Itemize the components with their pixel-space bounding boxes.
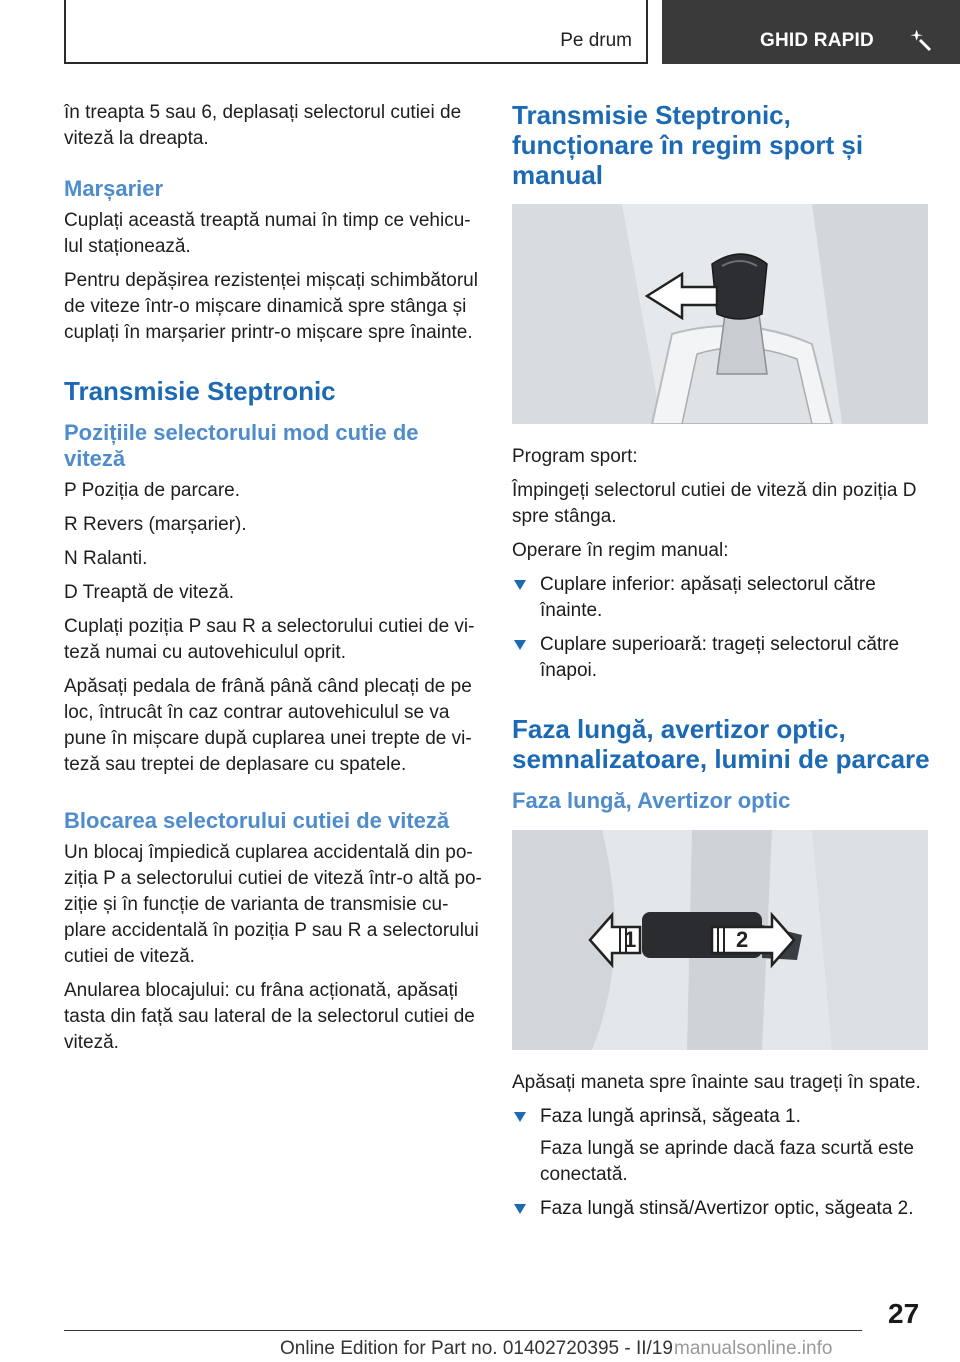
reverse-paragraph-2: Pentru depășirea rezistenței mișcați schimbătorul de viteze într-o mișcare dinamică spre stânga și cuplați în marșarier printr-o mișcare spre înainte. — [64, 270, 478, 343]
sport-program-paragraph: Împingeți selectorul cutiei de viteză din poziția D spre stânga. — [512, 480, 917, 527]
steptronic-heading: Transmisie Steptronic — [64, 376, 336, 406]
sparkle-wand-icon — [908, 28, 932, 52]
position-n: N Ralanti. — [64, 548, 148, 569]
right-column — [512, 100, 932, 1230]
stalk-paragraph: Apăsați maneta spre înainte sau trageți în spate. — [512, 1072, 921, 1093]
sport-manual-heading: Transmisie Steptronic, funcționare în regim sport și manual — [512, 100, 864, 190]
selector-lock-heading: Blocarea selectorului cutiei de viteză — [64, 808, 450, 833]
manual-mode-list — [512, 572, 932, 684]
edition-text: Online Edition for Part no. 01402720395 - II/19 — [280, 1338, 673, 1359]
list-item: Faza lungă aprinsă, săgeata 1. Faza lungă se aprinde dacă faza scurtă este conectată. — [512, 1104, 932, 1188]
selector-lock-paragraph-1: Un blocaj împiedică cuplarea accidentală din po-ziția P a selectorului cutiei de viteză într-o altă po-ziție și în funcție de varianta de transmisie cu-plare accidentală în poziția P sau R a selectorului cutiei de viteză. — [64, 842, 482, 967]
position-r: R Revers (marșarier). — [64, 514, 247, 535]
arrow-label-2: 2 — [736, 927, 749, 952]
page-header — [0, 0, 960, 66]
quick-guide-label: GHID RAPID — [760, 30, 874, 51]
sport-program-label: Program sport: — [512, 446, 638, 467]
gear-selector-illustration — [512, 204, 928, 424]
page-number: 27 — [888, 1298, 920, 1329]
lights-heading: Faza lungă, avertizor optic, semnalizatoare, lumini de parcare — [512, 714, 930, 774]
selector-lock-paragraph-2: Anularea blocajului: cu frâna acționată, apăsați tasta din față sau lateral de la selectorul cutiei de viteză. — [64, 980, 475, 1053]
watermark: manualsonline.info — [674, 1338, 833, 1359]
quick-guide-badge — [662, 0, 960, 64]
arrow-label-1: 1 — [624, 927, 637, 952]
high-beam-note: Faza lungă se aprinde dacă faza scurtă este conectată. — [540, 1138, 914, 1185]
steptronic-paragraph-1: Cuplați poziția P sau R a selectorului cutiei de vi-teză numai cu autovehiculul oprit. — [64, 616, 475, 663]
left-column — [64, 100, 484, 1064]
bullet-triangle-icon — [514, 640, 526, 650]
reverse-heading: Marșarier — [64, 176, 164, 201]
list-item: Cuplare superioară: trageți selectorul către înapoi. — [512, 632, 932, 684]
list-item: Cuplare inferior: apăsați selectorul către înainte. — [512, 572, 932, 624]
bullet-triangle-icon — [514, 1204, 526, 1214]
high-beam-heading: Faza lungă, Avertizor optic — [512, 788, 791, 813]
bullet-triangle-icon — [514, 580, 526, 590]
light-stalk-illustration — [512, 830, 928, 1050]
bullet-triangle-icon — [514, 1112, 526, 1122]
position-d: D Treaptă de viteză. — [64, 582, 235, 603]
section-title: Pe drum — [560, 30, 632, 51]
manual-mode-label: Operare în regim manual: — [512, 540, 729, 561]
position-p: P Poziția de parcare. — [64, 480, 241, 501]
section-tab — [64, 0, 648, 64]
steptronic-paragraph-2: Apăsați pedala de frână până când plecați de pe loc, întrucât în caz contrar autovehiculul se va pune în mișcare după cuplarea unei trepte de vi-teză sau treptei de deplasare cu spatele. — [64, 676, 472, 775]
high-beam-list — [512, 1104, 932, 1222]
selector-positions-heading: Pozițiile selectorului mod cutie de viteză — [64, 420, 419, 471]
reverse-paragraph-1: Cuplați această treaptă numai în timp ce vehicu-lul staționează. — [64, 210, 471, 257]
footer-divider — [64, 1330, 862, 1331]
intro-paragraph: în treapta 5 sau 6, deplasați selectorul cutiei de viteză la dreapta. — [64, 102, 462, 149]
list-item: Faza lungă stinsă/Avertizor optic, săgeata 2. — [512, 1196, 932, 1222]
